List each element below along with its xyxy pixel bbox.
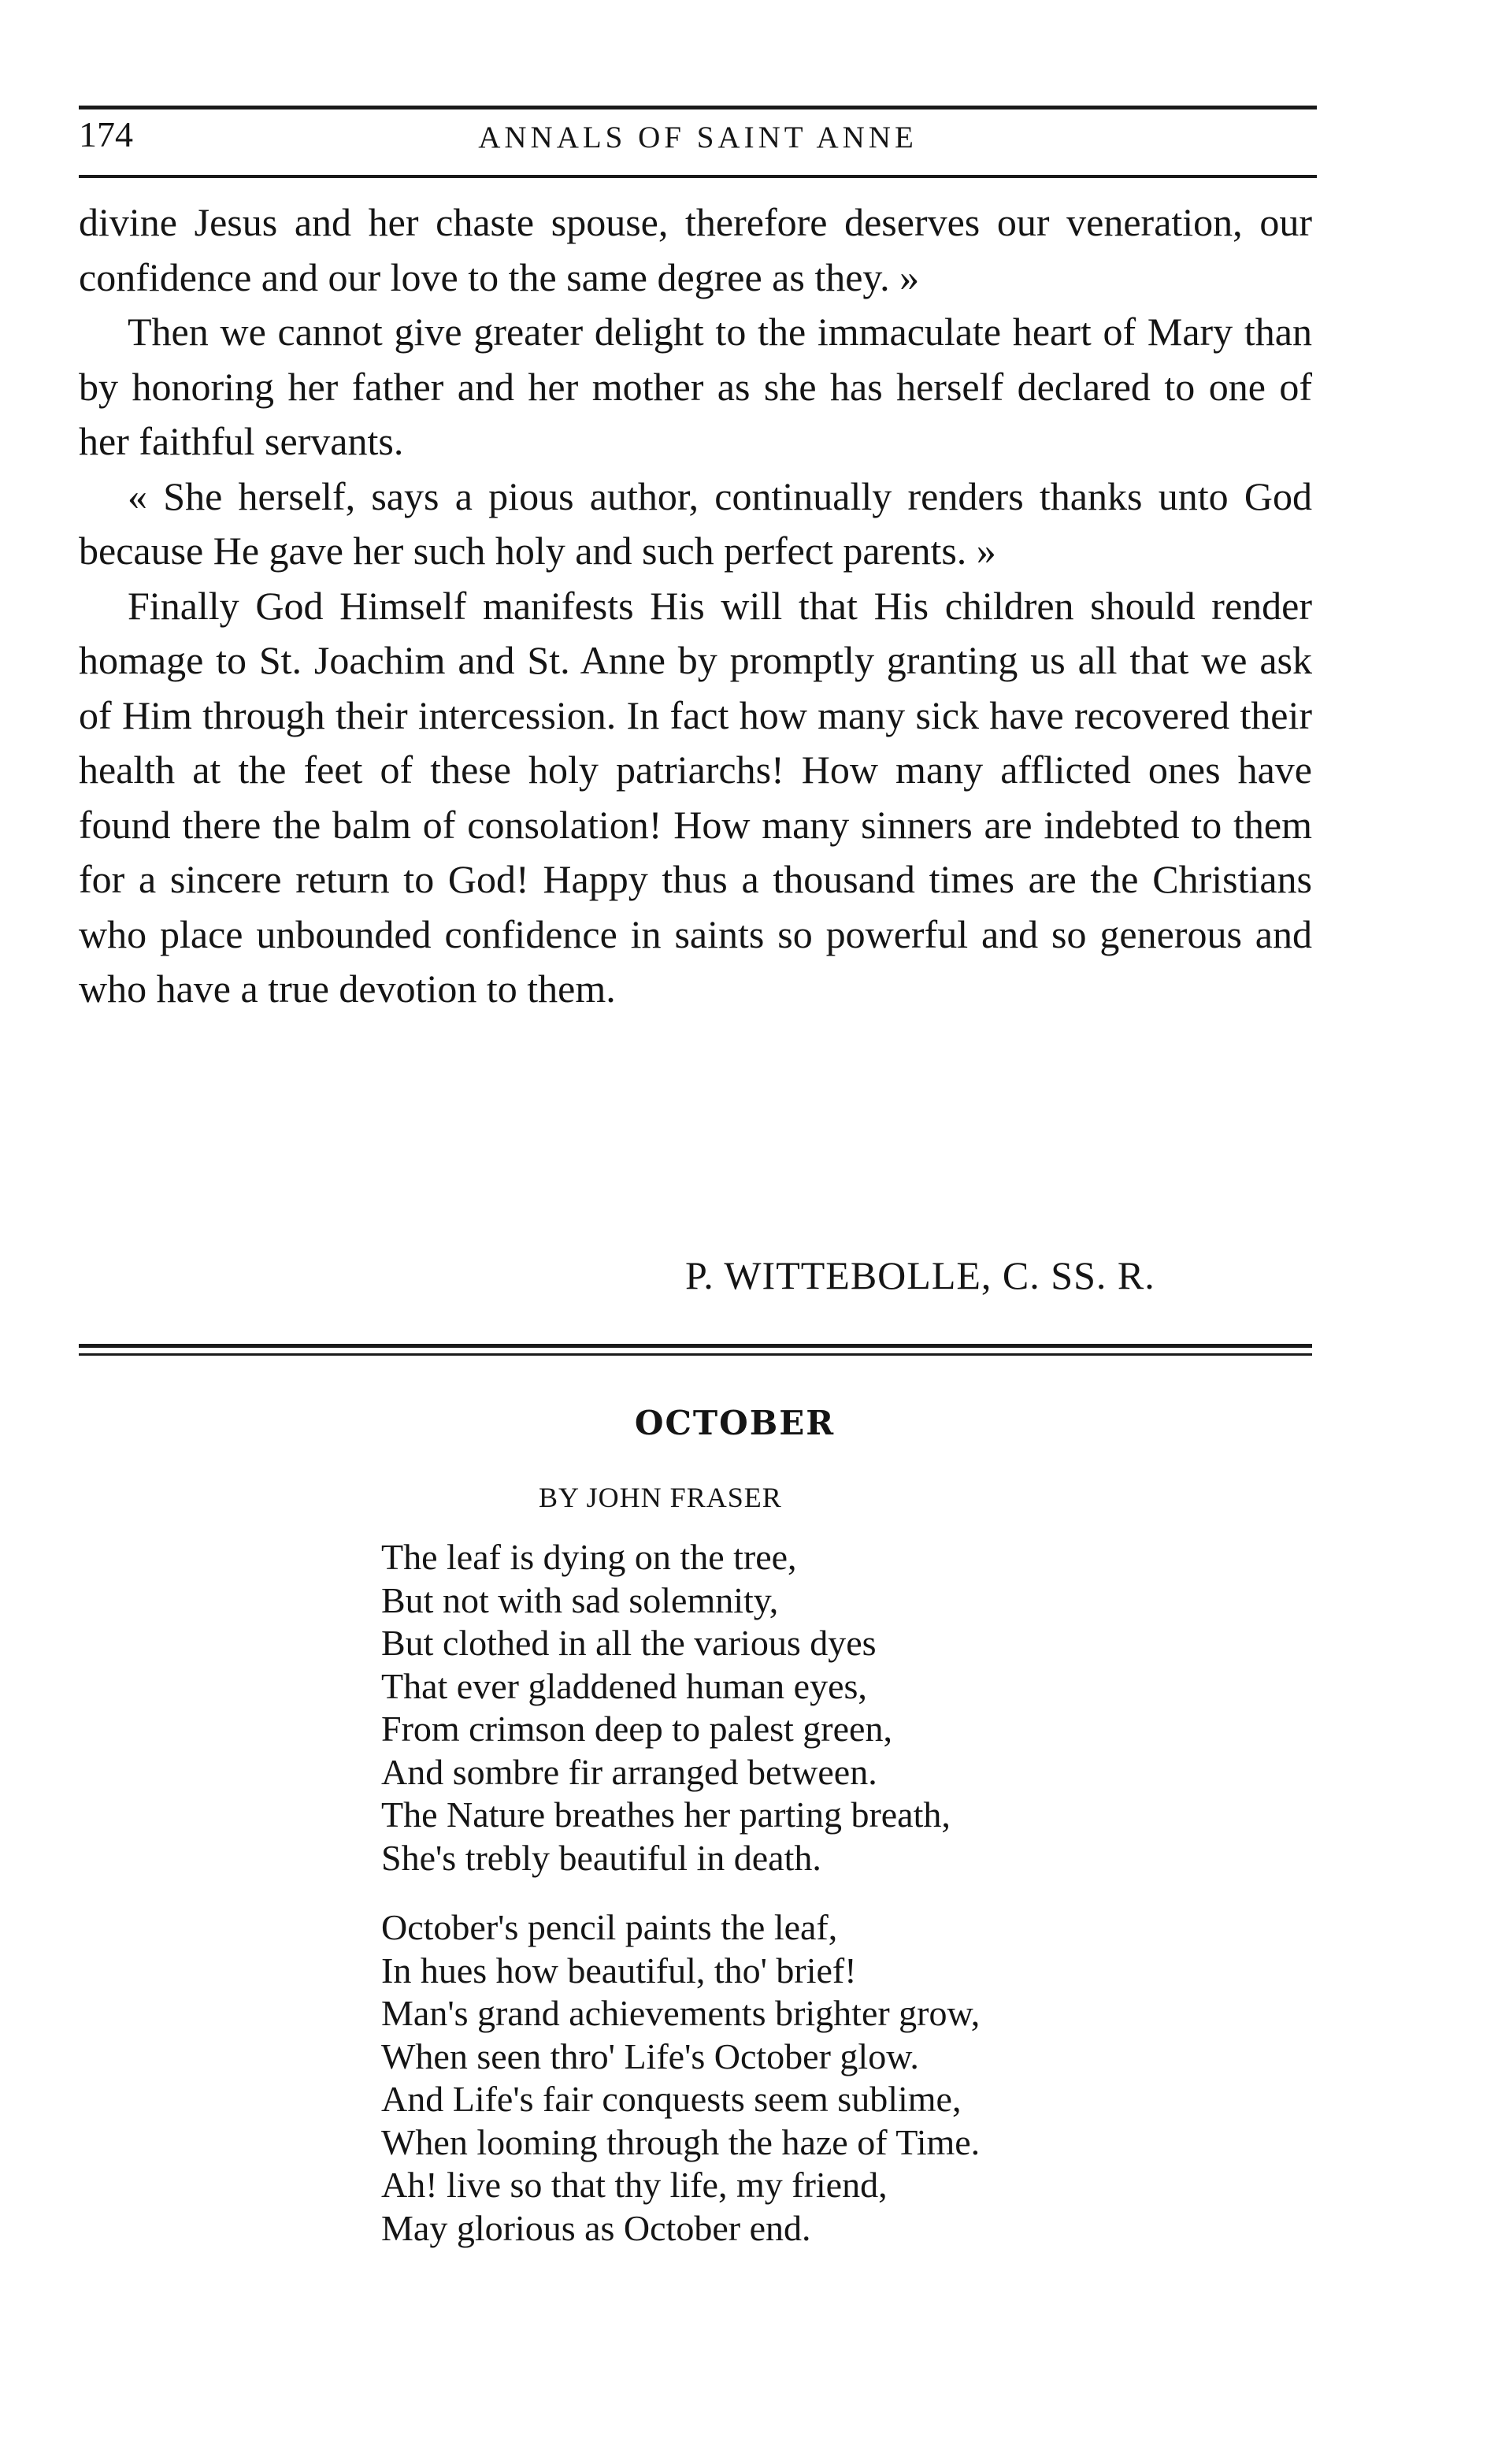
poem-line: In hues how beautiful, tho' brief! [381,1950,857,1991]
poem-line: She's trebly beautiful in death. [381,1837,821,1878]
author-signature: P. WITTEBOLLE, C. SS. R. [685,1253,1155,1297]
poem-line: But clothed in all the various dyes [381,1623,877,1663]
poem-title: OCTOBER [634,1404,836,1442]
poem-line: May glorious as October end. [381,2207,811,2248]
paragraph: Then we cannot give greater delight to the immaculate heart of Mary than by honoring her father and her mother as she has herself declared to one of her faithful servants. [79,310,1312,463]
poem-line: From crimson deep to palest green, [381,1709,892,1749]
poem-line: Man's grand achievements brighter grow, [381,1993,981,2033]
poem-line: The Nature breathes her parting breath, [381,1794,951,1835]
poem-line: When looming through the haze of Time. [381,2121,981,2162]
running-title: ANNALS OF SAINT ANNE [478,121,918,154]
poem-line: Ah! live so that thy life, my friend, [381,2165,888,2205]
paragraph: Finally God Himself manifests His will that His children should render homage to St. Joachim and St. Anne by promptly granting us all that we ask of Him through their intercession. In fact how many sick have recovered their health at the feet of these holy patriarchs! How many afflicted ones have found there the balm of consolation! How many sinners are indebted to them for a sincere return to God! Happy thus a thousand times are the Christians who place unbounded confidence in saints so powerful and so generous and who have a true devotion to them. [79,583,1312,1011]
poem-line: And Life's fair conquests seem sublime, [381,2079,962,2119]
poem-line: And sombre fir arranged between. [381,1751,877,1792]
poem-stanza-2 [381,1906,980,2250]
section-divider-thick [79,1344,1312,1348]
header-bottom-rule [79,175,1317,178]
paragraph-quotation: « She herself, says a pious author, continually renders thanks unto God because He gave her such holy and such perfect parents. » [79,473,1312,573]
article-text [79,195,1312,1017]
poem-line: October's pencil paints the leaf, [381,1907,838,1947]
poem-line: That ever gladdened human eyes, [381,1665,867,1706]
page-number: 174 [79,114,133,154]
poem-line: The leaf is dying on the tree, [381,1537,797,1577]
poem-line: When seen thro' Life's October glow. [381,2035,919,2076]
paragraph-continuation: divine Jesus and her chaste spouse, therefore deserves our veneration, our confidence and our love to the same degree as they. » [79,200,1312,299]
section-divider-thin [79,1353,1312,1356]
poem-byline: BY JOHN FRASER [539,1482,782,1513]
header-top-rule [79,106,1317,109]
poem-line: But not with sad solemnity, [381,1579,779,1620]
poem-stanza-1 [381,1536,951,1880]
running-header [79,110,1317,173]
